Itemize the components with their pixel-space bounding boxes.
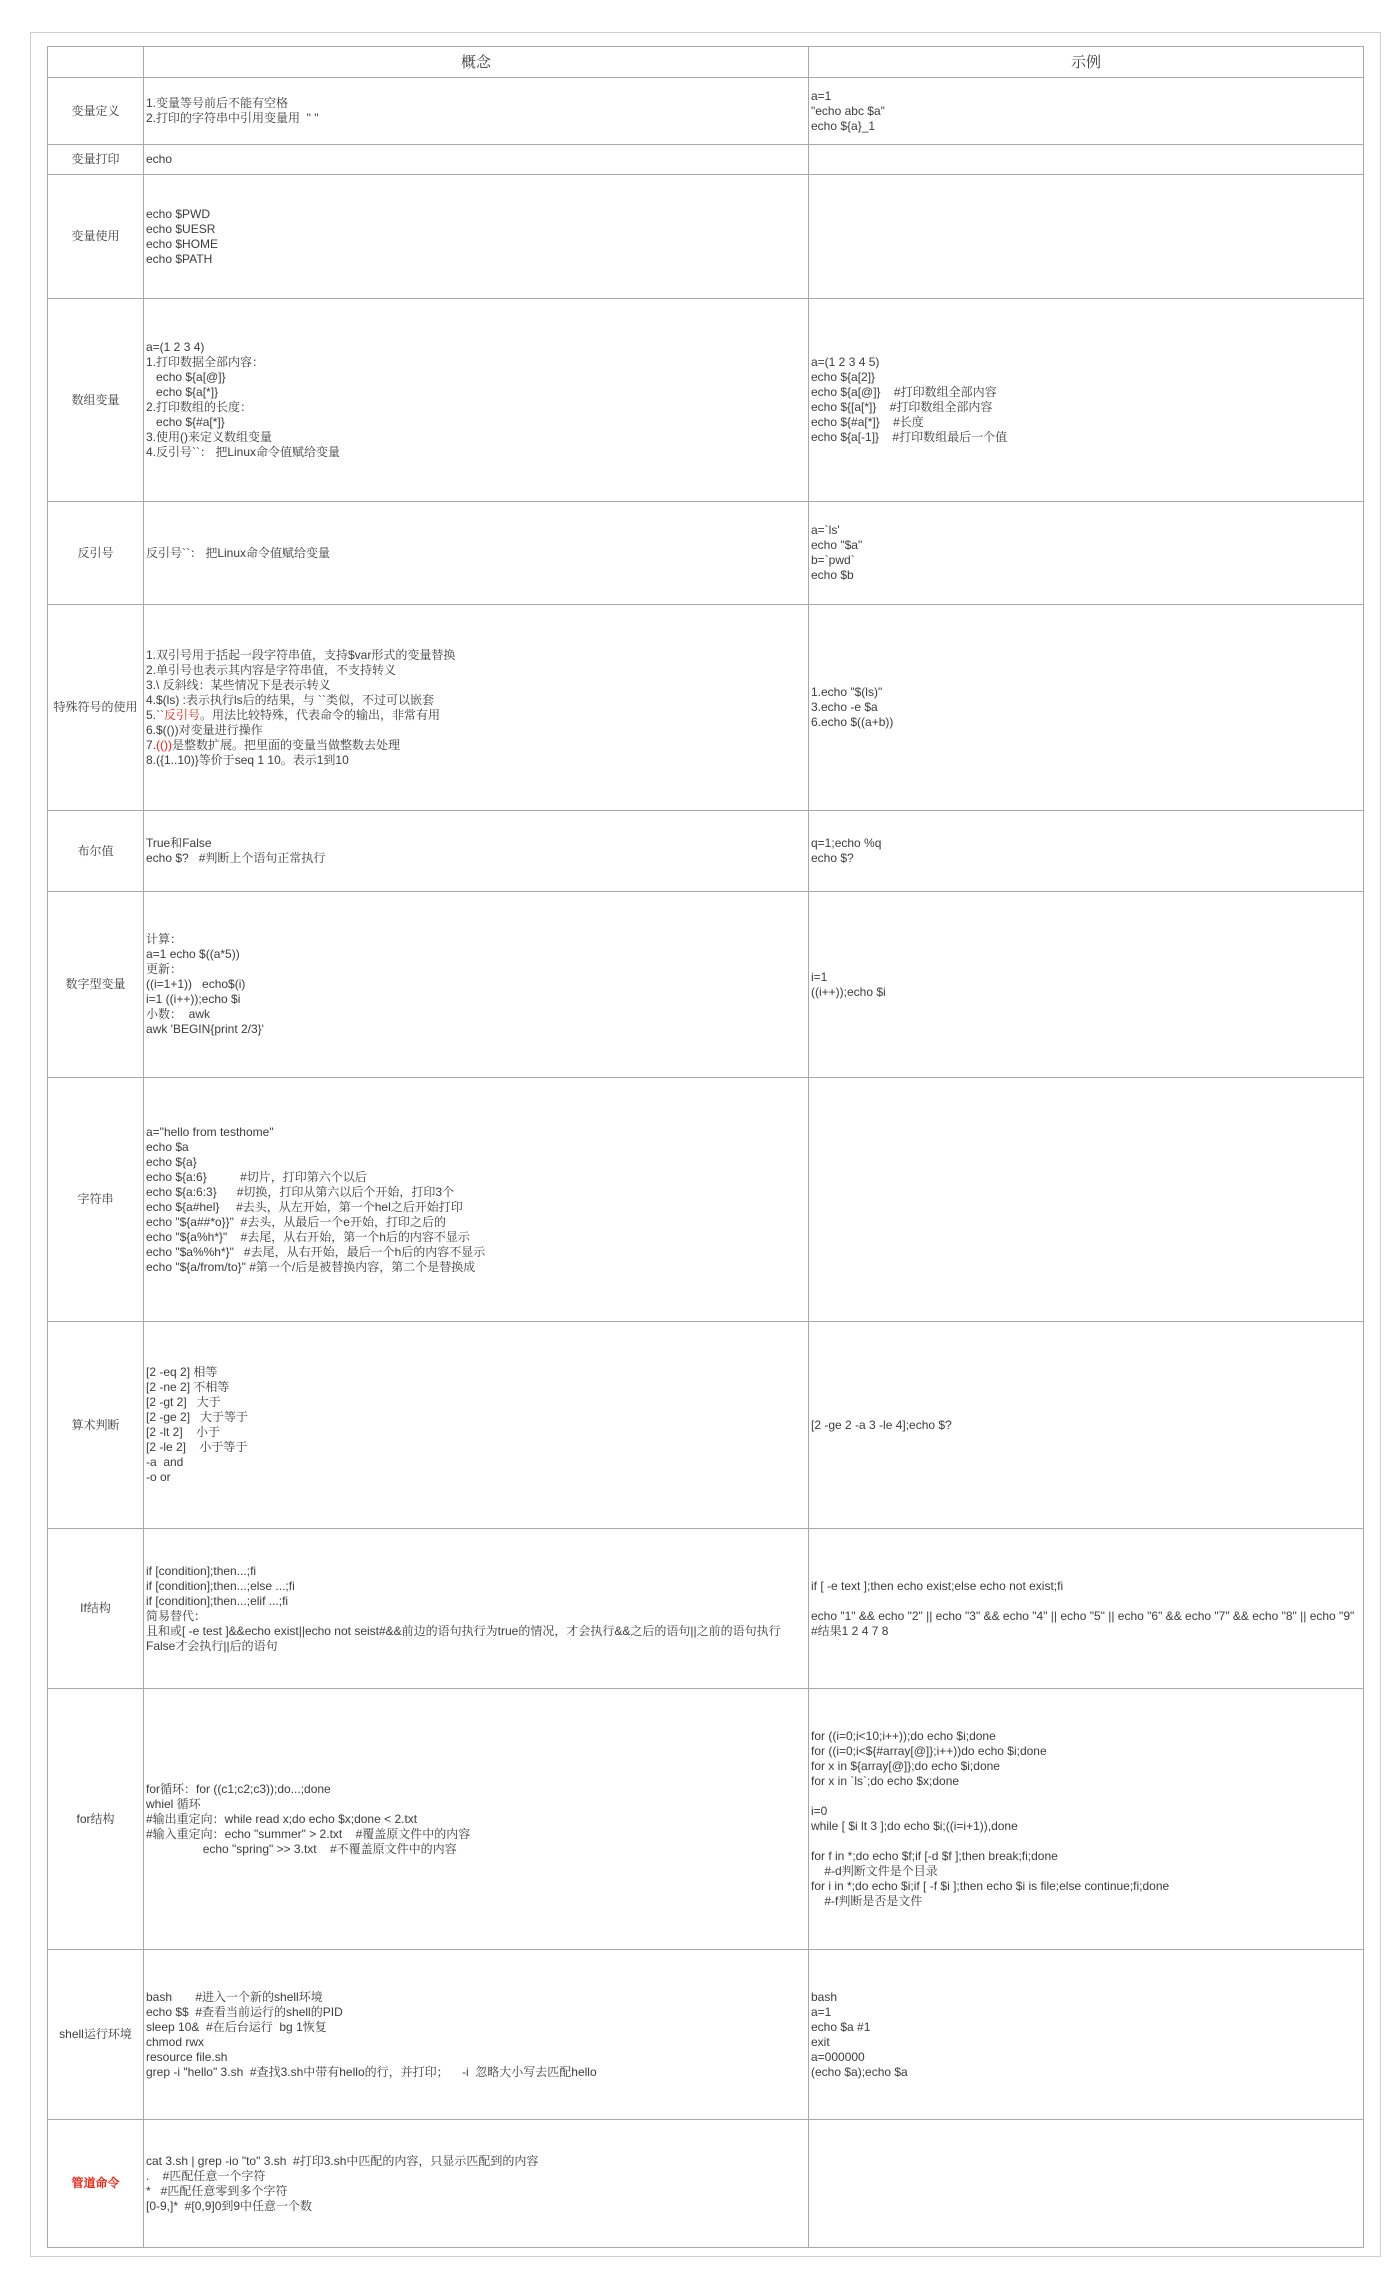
code-line: resource file.sh bbox=[146, 2049, 228, 2064]
highlighted-text: 反引号 bbox=[164, 707, 201, 722]
code-line: if [ -e text ];then echo exist;else echo not exist;fi bbox=[811, 1578, 1064, 1593]
code-line: 4.反引号``： 把Linux命令值赋给变量 bbox=[146, 445, 341, 459]
code-line: echo "${a##*o}}" #去头，从最后一个e开始，打印之后的 bbox=[146, 1214, 446, 1229]
code-line: awk 'BEGIN{print 2/3}' bbox=[146, 1022, 264, 1036]
table-row bbox=[48, 1078, 1364, 1322]
table-row bbox=[48, 2120, 1364, 2248]
code-line: if [condition];then...;fi bbox=[146, 1563, 257, 1578]
code-line: "echo abc $a" bbox=[811, 103, 885, 118]
table-frame bbox=[30, 32, 1381, 2257]
category-cell: 反引号 bbox=[48, 502, 144, 605]
code-line: 1.echo "$(ls)" bbox=[811, 685, 883, 699]
example-cell bbox=[809, 299, 1364, 502]
code-line: whiel 循环 bbox=[146, 1796, 201, 1811]
code-line: 反引号``： 把Linux命令值赋给变量 bbox=[146, 545, 331, 560]
code-line: echo ${a} bbox=[146, 1154, 197, 1169]
code-line: a=1 bbox=[811, 88, 832, 103]
table-row bbox=[48, 502, 1364, 605]
example-cell bbox=[809, 502, 1364, 605]
code-line: #输入重定向：echo "summer" > 2.txt #覆盖原文件中的内容 bbox=[146, 1826, 471, 1841]
code-line bbox=[146, 708, 806, 723]
concept-cell bbox=[144, 78, 809, 145]
concept-cell bbox=[144, 2120, 809, 2248]
concept-cell bbox=[144, 145, 809, 175]
plain-text: 5.`` bbox=[146, 707, 164, 722]
code-line: echo ${a[@]} bbox=[146, 370, 226, 384]
code-line bbox=[811, 1789, 1361, 1804]
code-line: exit bbox=[811, 2034, 830, 2049]
code-line: 小数： awk bbox=[146, 1007, 211, 1021]
category-cell: 布尔值 bbox=[48, 811, 144, 892]
code-line: echo ${a#hel} #去头，从左开始，第一个hel之后开始打印 bbox=[146, 1199, 463, 1214]
code-line: 1.变量等号前后不能有空格 bbox=[146, 96, 289, 110]
code-line: 1.双引号用于括起一段字符串值，支持$var形式的变量替换 bbox=[146, 647, 456, 662]
code-line: echo "spring" >> 3.txt #不覆盖原文件中的内容 bbox=[146, 1841, 457, 1856]
code-line: 计算： bbox=[146, 932, 183, 946]
code-line: . #匹配任意一个字符 bbox=[146, 2168, 266, 2183]
code-line: echo bbox=[146, 152, 173, 166]
plain-text: 是整数扩展。把里面的变量当做整数去处理 bbox=[172, 737, 401, 752]
code-line: echo $a bbox=[146, 1139, 189, 1154]
code-line: if [condition];then...;else ...;fi bbox=[146, 1578, 295, 1593]
concept-cell bbox=[144, 1078, 809, 1322]
table-row bbox=[48, 175, 1364, 299]
code-line: b=`pwd` bbox=[811, 553, 855, 567]
table-row bbox=[48, 299, 1364, 502]
code-line: echo $? bbox=[811, 851, 854, 865]
concept-cell bbox=[144, 175, 809, 299]
code-line: ((i=1+1)) echo$(i) bbox=[146, 977, 246, 991]
example-cell bbox=[809, 1529, 1364, 1689]
code-line: echo $HOME bbox=[146, 236, 219, 251]
code-line: [0-9,]* #[0,9]0到9中任意一个数 bbox=[146, 2198, 313, 2213]
code-line: for f in *;do echo $f;if [-d $f ];then break;fi;done bbox=[811, 1849, 1058, 1863]
concept-cell bbox=[144, 1950, 809, 2120]
code-line: i=0 bbox=[811, 1804, 828, 1818]
table-row bbox=[48, 1529, 1364, 1689]
code-line: for i in *;do echo $i;if [ -f $i ];then echo $i is file;else continue;fi;done bbox=[811, 1879, 1170, 1893]
code-line: 3.使用()来定义数组变量 bbox=[146, 430, 273, 444]
code-line: 8.({1..10)}等价于seq 1 10。表示1到10 bbox=[146, 752, 349, 767]
header-row bbox=[48, 47, 1364, 78]
code-line: i=1 bbox=[811, 969, 828, 984]
code-line: echo ${a:6:3} #切换，打印从第六以后个开始，打印3个 bbox=[146, 1184, 455, 1199]
category-cell: 变量定义 bbox=[48, 78, 144, 145]
code-line: echo ${a[*]} bbox=[146, 385, 219, 399]
code-line: echo "${a/from/to}" #第一个/后是被替换内容，第二个是替换成 bbox=[146, 1259, 476, 1274]
category-cell: 管道命令 bbox=[48, 2120, 144, 2248]
code-line: 且和或[ -e test ]&&echo exist||echo not seist#&&前边的语句执行为true的情况，才会执行&&之后的语句||之前的语句执行False才会执行||后的语句 bbox=[146, 1623, 781, 1653]
code-line: a=1 bbox=[811, 2004, 832, 2019]
code-line: echo ${a[2]} bbox=[811, 370, 876, 384]
code-line: echo "$a%%h*}" #去尾，从右开始，最后一个h后的内容不显示 bbox=[146, 1244, 486, 1259]
highlighted-text: (()) bbox=[156, 737, 172, 752]
code-line: echo ${#a[*]} #长度 bbox=[811, 415, 924, 429]
code-line: a="hello from testhome" bbox=[146, 1124, 274, 1139]
code-line bbox=[811, 1834, 1361, 1849]
header-example: 示例 bbox=[809, 47, 1364, 78]
code-line: 2.单引号也表示其内容是字符串值，不支持转义 bbox=[146, 662, 397, 677]
code-line: echo $a #1 bbox=[811, 2019, 871, 2034]
code-line: echo "$a" bbox=[811, 538, 863, 552]
code-line: echo "${a%h*}" #去尾，从右开始，第一个h后的内容不显示 bbox=[146, 1229, 470, 1244]
example-cell bbox=[809, 811, 1364, 892]
code-line: q=1;echo %q bbox=[811, 836, 882, 850]
example-cell bbox=[809, 175, 1364, 299]
concept-cell bbox=[144, 892, 809, 1078]
code-line: 3.echo -e $a bbox=[811, 700, 878, 714]
code-line bbox=[146, 738, 806, 753]
concept-cell bbox=[144, 811, 809, 892]
concept-cell bbox=[144, 1689, 809, 1950]
plain-text: 。用法比较特殊，代表命令的输出，非常有用 bbox=[200, 707, 441, 722]
code-line: i=1 ((i++));echo $i bbox=[146, 992, 241, 1006]
code-line: 简易替代： bbox=[146, 1608, 207, 1623]
code-line: 6.$(())对变量进行操作 bbox=[146, 722, 263, 737]
code-line: echo ${a[@]} #打印数组全部内容 bbox=[811, 385, 997, 399]
code-line: for x in ${array[@]};do echo $i;done bbox=[811, 1759, 1000, 1773]
code-line: for ((i=0;i<10;i++));do echo $i;done bbox=[811, 1729, 996, 1743]
concept-cell bbox=[144, 299, 809, 502]
code-line: while [ $i lt 3 ];do echo $i;((i=i+1)),done bbox=[811, 1819, 1018, 1833]
code-line: sleep 10& #在后台运行 bg 1恢复 bbox=[146, 2019, 327, 2034]
code-line: echo $b bbox=[811, 568, 854, 582]
code-line: #-d判断文件是个目录 bbox=[811, 1864, 938, 1878]
code-line: #-f判断是否是文件 bbox=[811, 1894, 923, 1908]
code-line: a=000000 bbox=[811, 2049, 865, 2064]
code-line: 6.echo $((a+b)) bbox=[811, 715, 894, 729]
example-cell bbox=[809, 1322, 1364, 1529]
category-cell: 特殊符号的使用 bbox=[48, 605, 144, 811]
code-line: for x in `ls`;do echo $x;done bbox=[811, 1774, 960, 1788]
code-line: -a and bbox=[146, 1455, 184, 1469]
code-line: echo $PWD bbox=[146, 206, 211, 221]
example-cell bbox=[809, 2120, 1364, 2248]
category-cell: If结构 bbox=[48, 1529, 144, 1689]
code-line: #输出重定向：while read x;do echo $x;done < 2.txt bbox=[146, 1811, 418, 1826]
table-row bbox=[48, 605, 1364, 811]
table-row bbox=[48, 811, 1364, 892]
code-line: a=`ls' bbox=[811, 523, 840, 537]
shell-cheatsheet-table bbox=[47, 46, 1364, 2248]
code-line: echo $$ #查看当前运行的shell的PID bbox=[146, 2004, 343, 2019]
code-line: [2 -le 2] 小于等于 bbox=[146, 1440, 248, 1454]
code-line: -o or bbox=[146, 1470, 171, 1484]
code-line: [2 -lt 2] 小于 bbox=[146, 1425, 221, 1439]
code-line bbox=[811, 1594, 1361, 1609]
table-row bbox=[48, 1322, 1364, 1529]
code-line: 4.$(ls) :表示执行ls后的结果，与 ``类似，不过可以嵌套 bbox=[146, 692, 435, 707]
code-line: * #匹配任意零到多个字符 bbox=[146, 2183, 288, 2198]
code-line: echo ${#a[*]} bbox=[146, 415, 225, 429]
code-line: [2 -ge 2] 大于等于 bbox=[146, 1410, 249, 1424]
example-cell bbox=[809, 1078, 1364, 1322]
code-line: [2 -ne 2] 不相等 bbox=[146, 1380, 230, 1394]
category-cell: 字符串 bbox=[48, 1078, 144, 1322]
category-cell: shell运行环境 bbox=[48, 1950, 144, 2120]
header-category-empty bbox=[48, 47, 144, 78]
code-line: a=1 echo $((a*5)) bbox=[146, 947, 240, 961]
example-cell bbox=[809, 78, 1364, 145]
example-cell bbox=[809, 892, 1364, 1078]
code-line: 更新： bbox=[146, 962, 183, 976]
code-line: 1.打印数据全部内容： bbox=[146, 355, 265, 369]
code-line: grep -i "hello" 3.sh #查找3.sh中带有hello的行，并打印； -i 忽略大小写去匹配hello bbox=[146, 2064, 597, 2079]
table-row bbox=[48, 145, 1364, 175]
example-cell bbox=[809, 1950, 1364, 2120]
code-line: echo "1" && echo "2" || echo "3" && echo "4" || echo "5" || echo "6" && echo "7" && echo "8" || echo "9" #结果1 2 4 7 8 bbox=[811, 1608, 1361, 1638]
table-row bbox=[48, 1950, 1364, 2120]
code-line: echo ${a:6} #切片，打印第六个以后 bbox=[146, 1169, 367, 1184]
code-line: echo $UESR bbox=[146, 221, 216, 236]
code-line: 2.打印数组的长度： bbox=[146, 400, 253, 414]
code-line: [2 -eq 2] 相等 bbox=[146, 1365, 218, 1379]
concept-cell bbox=[144, 1529, 809, 1689]
example-cell bbox=[809, 605, 1364, 811]
code-line: chmod rwx bbox=[146, 2034, 205, 2049]
code-line: cat 3.sh | grep -io "to" 3.sh #打印3.sh中匹配的内容，只显示匹配到的内容 bbox=[146, 2153, 539, 2168]
table-row bbox=[48, 892, 1364, 1078]
code-line: for ((i=0;i<${#array[@]};i++))do echo $i;done bbox=[811, 1744, 1047, 1758]
category-cell: 变量使用 bbox=[48, 175, 144, 299]
code-line: for循环：for ((c1;c2;c3));do...;done bbox=[146, 1781, 331, 1796]
code-line: bash #进入一个新的shell环境 bbox=[146, 1989, 323, 2004]
code-line: True和False bbox=[146, 836, 212, 850]
category-cell: 算术判断 bbox=[48, 1322, 144, 1529]
code-line: 2.打印的字符串中引用变量用 " " bbox=[146, 111, 319, 125]
concept-cell bbox=[144, 502, 809, 605]
code-line: echo ${a[-1]} #打印数组最后一个值 bbox=[811, 430, 1008, 444]
category-cell: 数组变量 bbox=[48, 299, 144, 502]
code-line: echo $? #判断上个语句正常执行 bbox=[146, 851, 326, 865]
code-line: echo ${[a[*]} #打印数组全部内容 bbox=[811, 400, 993, 414]
code-line: [2 -ge 2 -a 3 -le 4];echo $? bbox=[811, 1417, 952, 1432]
code-line: if [condition];then...;elif ...;fi bbox=[146, 1593, 289, 1608]
code-line: 3.\ 反斜线：某些情况下是表示转义 bbox=[146, 677, 331, 692]
code-line: a=(1 2 3 4) bbox=[146, 340, 205, 354]
code-line: ((i++));echo $i bbox=[811, 984, 886, 999]
example-cell bbox=[809, 145, 1364, 175]
code-line: echo $PATH bbox=[146, 251, 213, 266]
example-cell bbox=[809, 1689, 1364, 1950]
code-line: (echo $a);echo $a bbox=[811, 2064, 908, 2079]
code-line: a=(1 2 3 4 5) bbox=[811, 355, 880, 369]
table-row bbox=[48, 1689, 1364, 1950]
category-cell: 变量打印 bbox=[48, 145, 144, 175]
code-line: bash bbox=[811, 1989, 838, 2004]
category-cell: for结构 bbox=[48, 1689, 144, 1950]
code-line: [2 -gt 2] 大于 bbox=[146, 1395, 221, 1409]
concept-cell bbox=[144, 1322, 809, 1529]
concept-cell bbox=[144, 605, 809, 811]
category-cell: 数字型变量 bbox=[48, 892, 144, 1078]
table-row bbox=[48, 78, 1364, 145]
table-body bbox=[48, 78, 1364, 2248]
header-concept: 概念 bbox=[144, 47, 809, 78]
code-line: echo ${a}_1 bbox=[811, 118, 876, 133]
table-header bbox=[48, 47, 1364, 78]
plain-text: 7. bbox=[146, 737, 157, 752]
